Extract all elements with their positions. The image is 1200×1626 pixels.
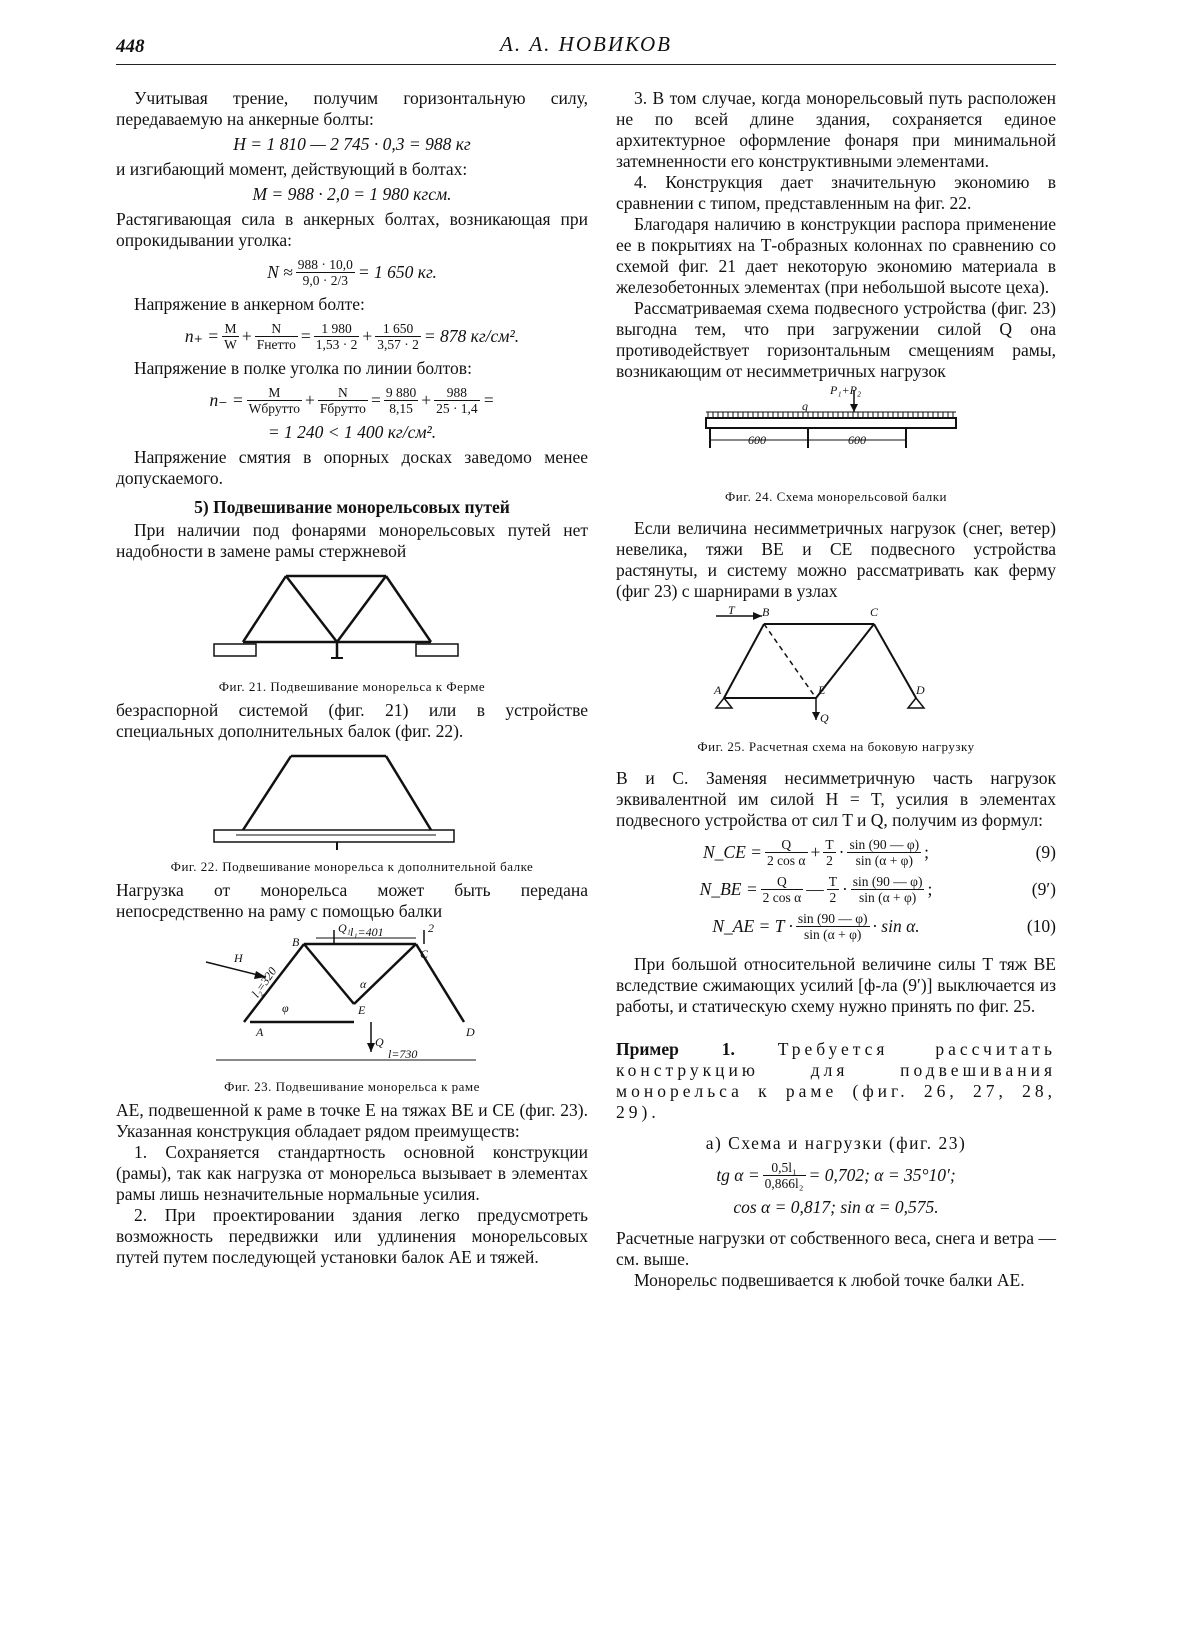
equation-M: M = 988 · 2,0 = 1 980 кгсм. — [252, 184, 452, 204]
fig23-label-H: H — [234, 951, 243, 965]
equation-N: N ≈ $\frac{988 \cdot 10,0}{9,0 \cdot 2/3}$ = 1 650 кг. — [267, 257, 437, 288]
paragraph: Напряжение смятия в опорных досках заведомо менее допускаемого. — [116, 447, 588, 488]
equation-tg: tg α = $\frac{\text{0,5l₁}}{\text{0,866l₂}}$ = 0,702; α = 35°10′; — [716, 1160, 956, 1191]
equation-9: N_CE = $\frac{Q}{\text{2 cos α}}$ + $\frac{T}{2}$ · $\frac{\sin (90 — \varphi)}{\sin (\alpha + \varphi)}$ ; (9) — [702, 837, 1056, 868]
paragraph: Монорельс подвешивается к любой точке балки AE. — [634, 1270, 1025, 1290]
figure-25-calc-scheme — [616, 602, 1056, 732]
example-1 — [616, 1039, 1056, 1123]
fig23-label-2: 2 — [428, 922, 434, 935]
paragraph: 4. Конструкция дает значительную экономию в сравнении с типом, представленным на фиг. 22. — [616, 172, 1056, 213]
figure-21-truss-diagram — [116, 562, 588, 672]
fig25-label-E: E — [818, 683, 826, 697]
paragraph: При большой относительной величине силы T тяж BE вследствие сжимающих усилий [ф-ла (9′)] выключается из работы, и статическую схему нужно принять по фиг. 25. — [616, 954, 1056, 1016]
equation-n-plus: n₊ = $\frac{M}{W}$ + $\frac{N}{\text{Fнетто}}$ = $\frac{1 980}{1,53 \cdot 2}$ + $\frac{1 650}{3,57 \cdot 2}$ = 878 кг/см². — [184, 321, 520, 352]
paragraph: 1. Сохраняется стандартность основной конструкции (рамы), так как нагрузка от монорельса вызывает в элементах рамы лишь незначительные нормальные усилия. — [116, 1142, 588, 1204]
paragraph: 3. В том случае, когда монорельсовый путь расположен не по всей длине здания, сохраняется единое архитектурное оформление фонаря при минимальной затемненности его конструктивными элементами. — [616, 88, 1056, 171]
paragraph: Растягивающая сила в анкерных болтах, возникающая при опрокидывании уголка: — [116, 209, 588, 250]
equation-n-minus: n₋ = $\frac{M}{\text{Wбрутто}}$ + $\frac{N}{\text{Fбрутто}}$ = $\frac{9 880}{8,15}$ + $\frac{988}{25 \cdot 1,4}$ = — [209, 385, 495, 416]
page-header — [116, 28, 1056, 64]
header-rule — [116, 64, 1056, 65]
equation-n-minus-line2: = 1 240 < 1 400 кг/см². — [267, 422, 437, 442]
fig23-label-C: C — [420, 947, 429, 961]
page-number: 448 — [116, 36, 145, 57]
fig24-label-q: q — [802, 399, 808, 413]
example-text: Требуется рассчитать конструкцию для подвешивания монорельса к раме (фиг. 26, 27, 28, 29). — [616, 1039, 1056, 1122]
paragraph: 2. При проектировании здания легко предусмотреть возможность передвижки или удлинения монорельсовых путей путем последующей установки балок AE и тяжей. — [116, 1205, 588, 1267]
equation-9-prime: N_BE = $\frac{Q}{\text{2 cos α}}$ — $\frac{T}{2}$ · $\frac{\sin (90 — \varphi)}{\sin (\alpha + \varphi)}$ ; (9′) — [699, 874, 1056, 905]
figure-23-caption: Фиг. 23. Подвешивание монорельса к раме — [224, 1079, 480, 1094]
fig23-label-l1: l₁=401 — [350, 925, 384, 939]
equation-cos: cos α = 0,817; sin α = 0,575. — [733, 1197, 939, 1217]
paragraph: AE, подвешенной к раме в точке E на тяжах BE и CE (фиг. 23). Указанная конструкция обладает рядом преимуществ: — [116, 1100, 588, 1141]
fig23-label-l: l=730 — [388, 1047, 418, 1061]
fig23-label-Q: Q — [375, 1035, 384, 1049]
left-column — [116, 88, 588, 1268]
right-column — [616, 88, 1056, 1291]
fig25-label-T: T — [728, 603, 735, 617]
figure-22-caption: Фиг. 22. Подвешивание монорельса к дополнительной балке — [170, 859, 534, 874]
figure-21-caption: Фиг. 21. Подвешивание монорельса к Ферме — [218, 679, 486, 694]
paragraph: Если величина несимметричных нагрузок (снег, ветер) невелика, тяжи BE и CE подвесного устройства растянуты, и систему можно рассматривать как ферму (фиг 23) с шарнирами в узлах — [616, 518, 1056, 601]
paragraph: и изгибающий момент, действующий в болтах: — [116, 159, 468, 179]
paragraph: Расчетные нагрузки от собственного веса, снега и ветра — см. выше. — [616, 1228, 1056, 1269]
fig23-label-B: B — [292, 935, 300, 949]
paragraph: B и C. Заменяя несимметричную часть нагрузок эквивалентной им силой H = T, усилия в элементах подвесного устройства от сил T и Q, получим из формул: — [616, 768, 1056, 830]
figure-23-frame-diagram — [116, 922, 588, 1072]
paragraph: При наличии под фонарями монорельсовых путей нет надобности в замене рамы стержневой — [116, 520, 588, 561]
fig25-label-D: D — [916, 683, 925, 697]
paragraph: Рассматриваемая схема подвесного устройства (фиг. 23) выгодна тем, что при загружении силой Q она противодействует горизонтальным смещениям рамы, возникающим от несимметричных нагрузок — [616, 298, 1056, 381]
fig24-label-d2: 600 — [848, 433, 866, 447]
figure-22-beam-diagram — [116, 742, 588, 852]
fig23-label-A: A — [256, 1025, 264, 1039]
fig23-label-E: E — [358, 1003, 366, 1017]
figure-25-caption: Фиг. 25. Расчетная схема на боковую нагрузку — [697, 739, 975, 754]
fig24-label-load: P₁+P₂ — [830, 383, 862, 397]
subheading-a: а) Схема и нагрузки (фиг. 23) — [705, 1133, 967, 1153]
fig25-label-C: C — [870, 605, 879, 619]
fig25-label-A: A — [714, 683, 722, 697]
running-head: А. А. НОВИКОВ — [500, 32, 672, 56]
fig23-label-phi: φ — [282, 1001, 289, 1015]
section-heading: 5) Подвешивание монорельсовых путей — [194, 497, 510, 517]
fig25-label-Q: Q — [820, 711, 829, 725]
paragraph: безраспорной системой (фиг. 21) или в устройстве специальных дополнительных балок (фиг. 22). — [116, 700, 588, 741]
example-label: Пример 1. — [616, 1039, 735, 1059]
fig23-label-Q1: Q₁ — [338, 922, 351, 935]
paragraph: Нагрузка от монорельса может быть передана непосредственно на раму с помощью балки — [116, 880, 588, 921]
fig24-label-d1: 600 — [748, 433, 766, 447]
fig23-label-alpha: α — [360, 977, 367, 991]
figure-24-monorail-beam — [616, 382, 1056, 482]
fig23-label-l2: l₂=320 — [248, 964, 280, 1001]
paragraph: Напряжение в анкерном болте: — [134, 294, 365, 314]
equation-10: N_AE = T · $\frac{\sin (90 — \varphi)}{\sin (\alpha + \varphi)}$ · sin α. (10) — [712, 911, 1056, 942]
paragraph: Напряжение в полке уголка по линии болтов: — [134, 358, 472, 378]
equation-H: H = 1 810 — 2 745 · 0,3 = 988 кг — [233, 134, 471, 154]
fig25-label-B: B — [762, 605, 770, 619]
paragraph: Благодаря наличию в конструкции распора применение ее в покрытиях на Т-образных колоннах по сравнению со схемой фиг. 21 дает некоторую экономию материала в железобетонных элементах (при небольшой высоте цеха). — [616, 214, 1056, 297]
paragraph: Учитывая трение, получим горизонтальную силу, передаваемую на анкерные болты: — [116, 88, 588, 129]
figure-24-caption: Фиг. 24. Схема монорельсовой балки — [724, 489, 948, 504]
fig23-label-D: D — [466, 1025, 475, 1039]
